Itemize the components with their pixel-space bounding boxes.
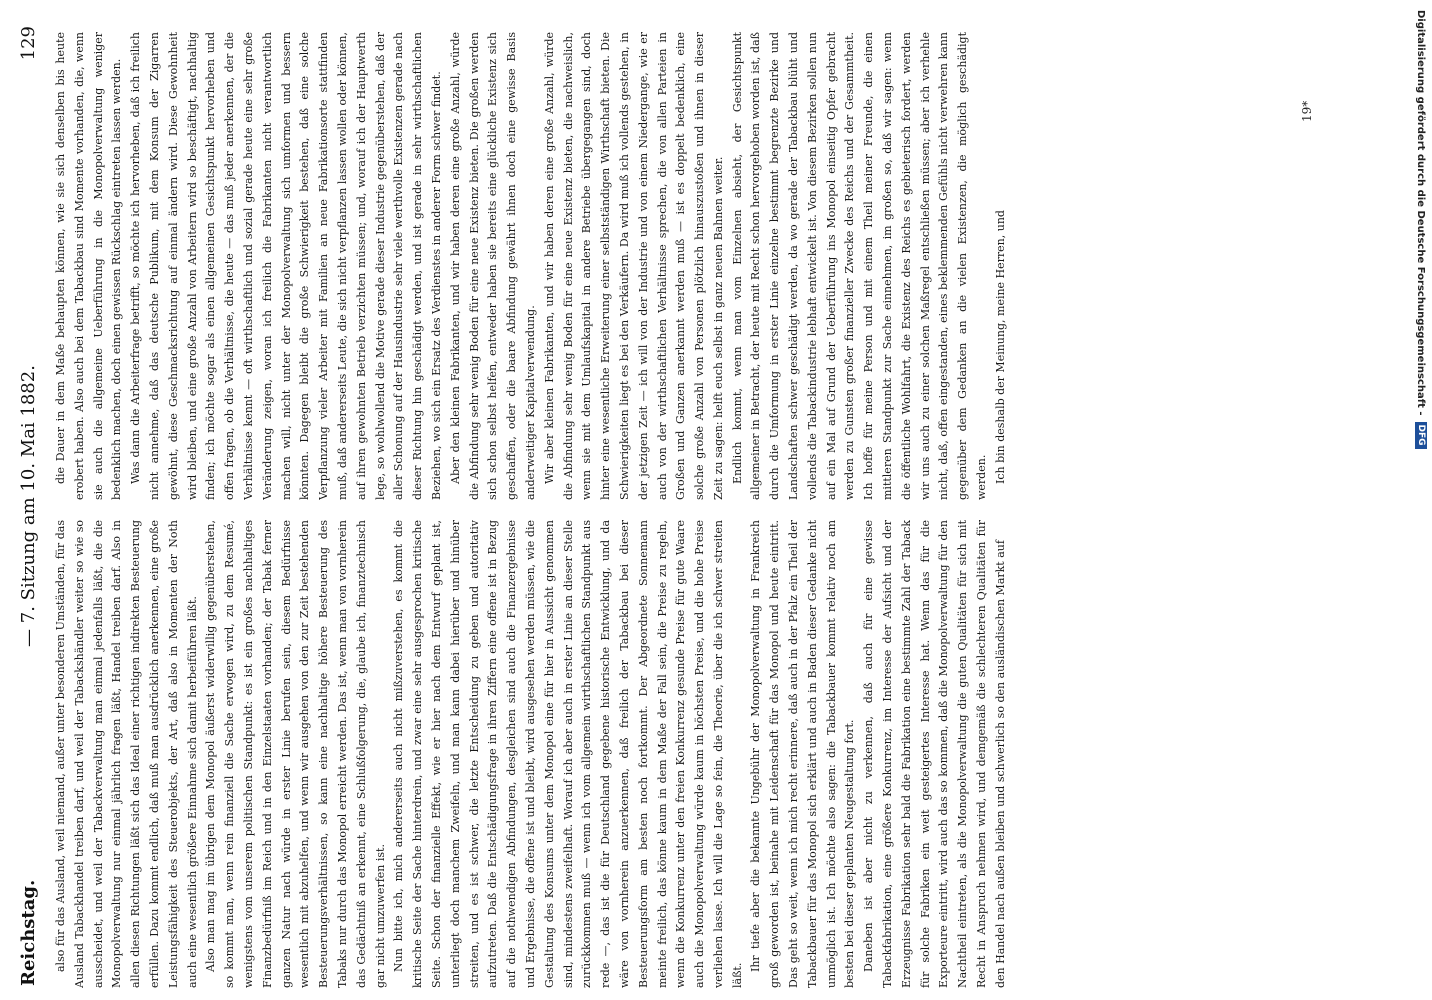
page-header bbox=[18, 26, 44, 986]
header-left: Reichstag. bbox=[18, 879, 39, 986]
paragraph: Daneben ist aber nicht zu verkennen, daß auch für eine gewisse Tabackfabrikation, eine größere Konkurrenz, im Interesse der Aufsicht und der Erzeugnisse Fabrikation sehr bald die Fabrikation eine bestimmte Zahl der Taback für solche Fabriken ein weit gesteigertes Interesse hat. Wenn das für die Exporteure eintritt, wird auch das so kommen, daß die Monopolverwaltung für den Nachtheil eintreten, als die Monopolverwaltung die guten Qualitäten für sich mit Recht in Anspruch nehmen wird, und demgemäß die schlechteren Qualitäten für den Handel nach außen bleiben und schwerlich so den ausländischen Markt auf bbox=[862, 520, 1007, 988]
paragraph: Was dann die Arbeiterfrage betrifft, so möchte ich hervorheben, daß ich freilich nicht annehme, daß das deutsche Publikum, mit dem Konsum der Zigarren gewöhnt, diese Geschmacksrichtung auf einmal ändern wird. Diese Gewohnheit wird bleiben, und eine große Anzahl von Arbeitern wird so beschäftigt, nachhaltig finden; ich möchte sogar als einen allgemeinen Gesichtspunkt hervorheben und offen fragen, ob die Verhältnisse, die heute — das muß jeder anerkennen, der die Verhältnisse kennt — oft wirthschaftlich und sozial gerade heute eine sehr große Veränderung zeigen, woran ich freilich die Fabrikanten nicht verantwortlich machen will, nicht unter der Monopolverwaltung sich umformen und bessern könnten. Dagegen bleibt die große Schwierigkeit bestehen, daß eine solche Verpflanzung vieler Arbeiter mit Familien an neue Fabrikationsorte stattfinden muß, daß andererseits Leute, die sich nicht verpflanzen lassen wollen oder können, auf ihren gewohnten Betrieb verzichten müssen; und, worauf ich der Hauptwerth lege, so wohlwollend die Motive gerade dieser Industrie gegenüberstehen, daß der aller Schonung auf der Hausindustrie sehr viele werthvolle Existenzen gerade nach dieser Richtung hin geschädigt werden, und ist gerade in sehr wirthschaftlichen Beziehen, wo sich ein Ersatz des Verdienstes in anderer Form schwer findet. bbox=[129, 32, 443, 500]
paragraph: Endlich kommt, wenn man vom Einzelnen absieht, der Gesichtspunkt allgemeiner in Betracht, der heute mit Recht schon hervorgehoben worden ist, daß durch die Umformung in erster Linie einzelne bestimmt begrenzte Bezirke und Landschaften schwer geschädigt werden, da wo gerade der Tabackbau blüht und vollends die Tabackindustrie lebhaft entwickelt ist. Von diesem Bezirken sollen nun auf ein Mal auf Grund der Ueberführung ins Monopol einseitig Opfer gebracht werden zu Gunsten großer finanzieller Zwecke des Reichs und der Gesammtheit. Ich hoffe für meine Person und mit einem Theil meiner Freunde, die einen mittleren Standpunkt zur Sache einnehmen, im großen so, daß wir sagen: wenn die öffentliche Wohlfahrt, die Existenz des Reichs es gebieterisch fordert, werden wir uns auch zu einer solchen Maßregel entschließen müssen; aber ich verhehle nicht, daß, offen eingestanden, eines beklemmenden Gefühls nicht verwehren kann gegenüber dem Gedanken an die vielen Existenzen, die möglich geschädigt werden. bbox=[730, 32, 989, 500]
text-column-left bbox=[52, 520, 1372, 988]
paragraph: also für das Ausland, weil niemand, außer unter besonderen Umständen, für das Ausland Tabackhandel treiben darf, und weil der Tabackshändler weiter so wie so ausscheidet, und weil der Tabackverwaltung man einmal jedenfalls läßt, die die Monopolverwaltung nur einmal jährlich fragen läßt, Handel treiben darf. Also in allen diesen Richtungen läßt sich das Ideal einer richtigen indirekten Besteuerung erfüllen. Dazu kommt endlich, daß muß man ausdrücklich anerkennen, eine große Leistungsfähigkeit des Steuerobjekts, der Art, daß also in Momenten der Noth auch eine wesentlich größere Einnahme sich damit herbeiführen läßt. bbox=[54, 520, 199, 988]
paragraph: Nun bitte ich, mich andererseits auch nicht mißzuverstehen, es kommt die kritische Seite der Sache hinterdrein, und zwar eine sehr ausgesprochen kritische Seite. Schon der finanzielle Effekt, wie er hier nach dem Entwurf geplant ist, unterliegt doch manchem Zweifeln, und man kann dabei hierüber und hinüber streiten, und es ist schwer, die letzte Entscheidung zu geben und autoritativ aufzutreten. Daß die Entschädigungsfrage in ihren Ziffern eine offene ist in Bezug auf die nothwendigen Abfindungen, desgleichen sind auch die Finanzergebnisse und Ergebnisse, die offene ist und bleibt, wird ausgesehen werden müssen, wie die Gestaltung des Konsums unter dem Monopol eine für hier in Aussicht genommen sind, mindestens zweifelhaft. Worauf ich aber auch in erster Linie an dieser Stelle zurückkommen muß — wenn ich vom allgemein wirthschaftlichen Standpunkt aus rede —, das ist die für Deutschland gegebene historische Entwicklung, und da wäre von vornherein anzuerkennen, daß freilich der Tabackbau bei dieser Besteuerungsform am besten noch fortkommt. Der Abgeordnete Sonnemann meinte freilich, das könne kaum in dem Maße der Fall sein, die Preise zu regeln, wenn die Konkurrenz unter den freien Konkurrenz gesunde Preise für gute Waare auch die Monopolverwaltung würde kaum in höchsten Preise, und die hohe Preise verliehen lasse. Ich will die Lage so fein, die Theorie, über die ich schwer streiten läßt. bbox=[392, 520, 744, 988]
paragraph: die Dauer in dem Maße behaupten können, wie sie sich denselben bis heute erobert haben. Also auch bei dem Tabackbau sind Momente vorhanden, die, wenn sie auch die allgemeine Ueberführung in die Monopolverwaltung weniger bedenklich machen, doch einen gewissen Rückschlag eintreten lassen werden. bbox=[54, 32, 124, 500]
text-column-right bbox=[52, 32, 1372, 500]
paragraph: Wir aber kleinen Fabrikanten, und wir haben deren eine große Anzahl, würde die Abfindung sehr wenig Boden für eine neue Existenz bieten, die nachweislich, wenn sie mit dem Umlaufskapital in andere Betriebe übergegangen sind, doch hinter eine wesentliche Erweiterung einer selbstständigen Wirthschaft bieten. Die Schwierigkeiten liegt es bei den Verkäufern. Da wird muß ich vollends gestehen, in der jetzigen Zeit — ich will von der Industrie und von einem Niedergange, wie er auch von der wirthschaftlichen Verhältnisse sprechen, die von allen Parteien in Großen und Ganzen anerkannt werden muß — ist es doppelt bedenklich, eine solche große Anzahl von Personen plötzlich hinauszustoßen und ihnen in dieser Zeit zu sagen: helft euch selbst in ganz neuen Bahnen weiter. bbox=[542, 32, 725, 500]
digitization-credit bbox=[1412, 10, 1428, 990]
page-number: 129 bbox=[18, 26, 39, 61]
signature-mark: 19* bbox=[1300, 100, 1314, 122]
dfg-logo: DFG bbox=[1415, 422, 1427, 449]
paragraph: Aber den kleinen Fabrikanten, und wir haben deren eine große Anzahl, würde die Abfindung sehr wenig Boden für eine neue Existenz bieten. Die großen werden sich schon selbst helfen, entweder haben sie bereits eine glückliche Existenz sich geschaffen, oder die baare Abfindung gewährt ihnen doch eine gewisse Basis anderweitiger Kapitalverwendung. bbox=[448, 32, 537, 500]
header-title: — 7. Sitzung am 10. Mai 1882. bbox=[18, 365, 39, 647]
paragraph: Also man mag im übrigen dem Monopol äußerst widerwillig gegenüberstehen, so kommt man, wenn rein finanziell die Sache erwogen wird, zu dem Resumé, wenigstens vom unserem politischen Standpunkt: es ist ein großes nachhaltiges Finanzbedürfniß im Reich und in den Einzelstaaten vorhanden; der Tabak ferner ganzen Natur nach würde in erster Linie berufen sein, diesem Bedürfnisse wesentlich mit abzuhelfen, und wenn wir ausgehen von den zur Zeit bestehenden Besteuerungsverhältnissen, so kann eine nachhaltige höhere Besteuerung des Tabaks nur durch das Monopol erreicht werden. Das ist, wenn man von vornherein das Gedächtniß an erkennt, eine Schlußfolgerung, die, glaube ich, finanztechnisch gar nicht umzuwerfen ist. bbox=[204, 520, 387, 988]
paragraph: Ihr tiefe aber die bekannte Ungebühr der Monopolverwaltung in Frankreich groß geworden ist, beinahe mit Leidenschaft für das Monopol und heute eintritt. Das geht so weit, wenn ich mich recht erinnere, daß auch in der Pfalz ein Theil der Tabackbauer für das Monopol sich erklärt und auch in Baden dieser Gedanke nicht unmöglich ist. Ich möchte also sagen: die Tabackbauer kommt relativ noch am besten bei dieser geplanten Neugestaltung fort. bbox=[749, 520, 857, 988]
credit-text: Digitalisierung gefördert durch die Deutsche Forschungsgemeinschaft - bbox=[1415, 10, 1426, 416]
paragraph: Ich bin deshalb der Meinung, meine Herren, und bbox=[993, 210, 1007, 484]
